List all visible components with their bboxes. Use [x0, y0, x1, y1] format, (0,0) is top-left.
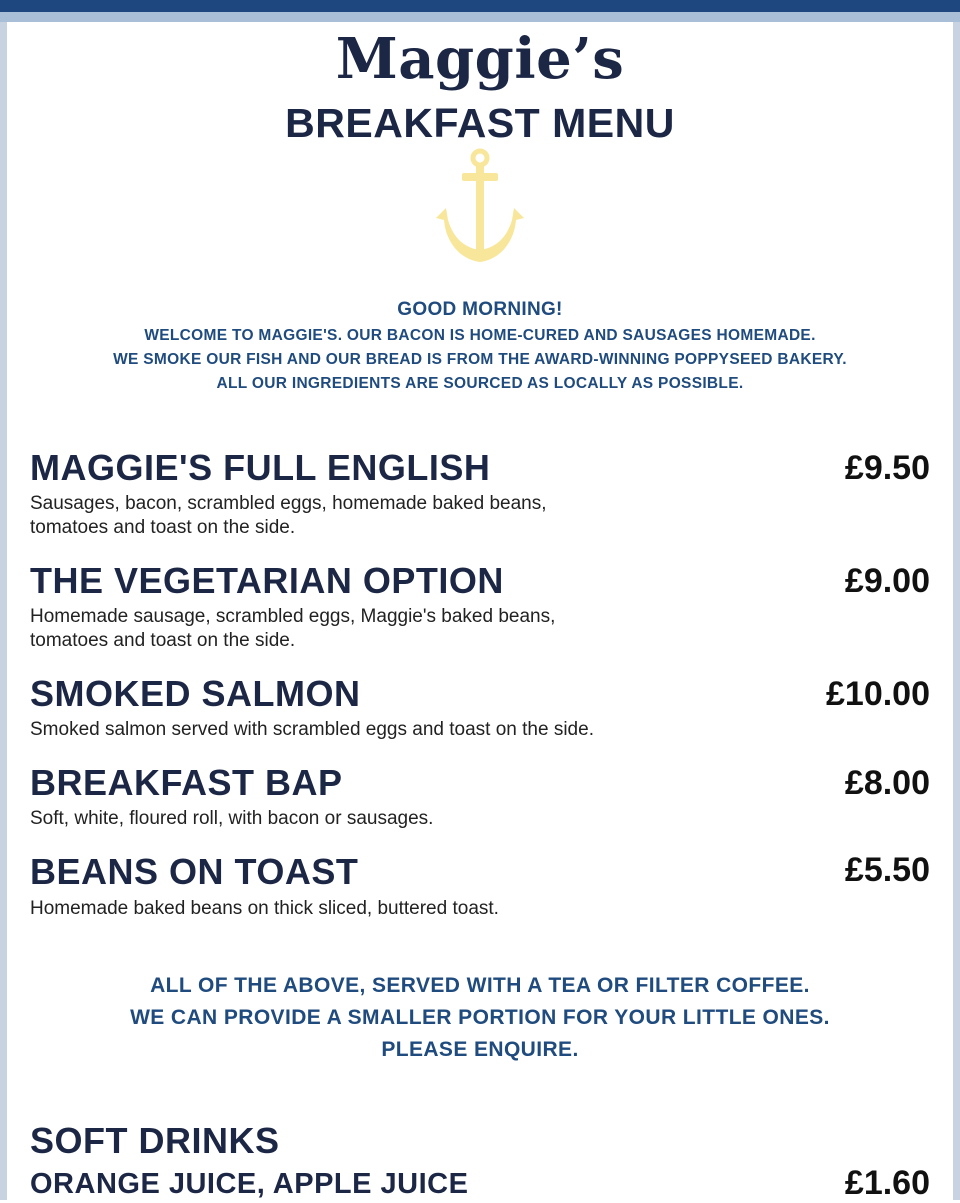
drink-item-price: £1.60: [844, 1164, 930, 1202]
menu-item-description: tomatoes and toast on the side.: [30, 630, 296, 651]
menu-item-name: MAGGIE'S FULL ENGLISH: [30, 447, 491, 488]
welcome-line: WELCOME TO MAGGIE'S. OUR BACON IS HOME-CURED AND SAUSAGES HOMEMADE.: [144, 327, 816, 344]
service-note: ALL OF THE ABOVE, SERVED WITH A TEA OR FILTER COFFEE.: [150, 974, 810, 997]
service-note: WE CAN PROVIDE A SMALLER PORTION FOR YOUR LITTLE ONES.: [130, 1006, 830, 1029]
welcome-heading: GOOD MORNING!: [397, 299, 563, 320]
menu-item-name: BREAKFAST BAP: [30, 762, 343, 803]
menu-item-description: Soft, white, floured roll, with bacon or sausages.: [30, 808, 434, 829]
menu-item-description: Smoked salmon served with scrambled eggs and toast on the side.: [30, 719, 594, 740]
menu-item-description: tomatoes and toast on the side.: [30, 517, 296, 538]
menu-item-description: Homemade baked beans on thick sliced, buttered toast.: [30, 898, 499, 919]
restaurant-name: Maggie’s: [335, 26, 625, 92]
menu-item-price: £8.00: [844, 764, 930, 802]
menu-item-price: £10.00: [826, 675, 930, 713]
welcome-line: ALL OUR INGREDIENTS ARE SOURCED AS LOCALLY AS POSSIBLE.: [216, 375, 744, 392]
drink-item-name: ORANGE JUICE, APPLE JUICE: [30, 1168, 469, 1200]
top-border-bar: [0, 0, 960, 12]
menu-item-name: BEANS ON TOAST: [30, 851, 359, 892]
welcome-line: WE SMOKE OUR FISH AND OUR BREAD IS FROM THE AWARD-WINNING POPPYSEED BAKERY.: [113, 351, 847, 368]
menu-item-name: SMOKED SALMON: [30, 673, 361, 714]
top-border-bar-light: [0, 12, 960, 22]
menu-item-price: £9.00: [844, 562, 930, 600]
menu-item-description: Sausages, bacon, scrambled eggs, homemade baked beans,: [30, 493, 547, 514]
soft-drinks-heading: SOFT DRINKS: [30, 1120, 280, 1161]
menu-item-description: Homemade sausage, scrambled eggs, Maggie's baked beans,: [30, 606, 556, 627]
menu-item-price: £9.50: [844, 449, 930, 487]
menu-item-name: THE VEGETARIAN OPTION: [30, 560, 504, 601]
anchor-icon: [432, 148, 528, 264]
service-note: PLEASE ENQUIRE.: [381, 1038, 579, 1061]
menu-title: BREAKFAST MENU: [285, 100, 675, 146]
menu-item-price: £5.50: [844, 851, 930, 889]
